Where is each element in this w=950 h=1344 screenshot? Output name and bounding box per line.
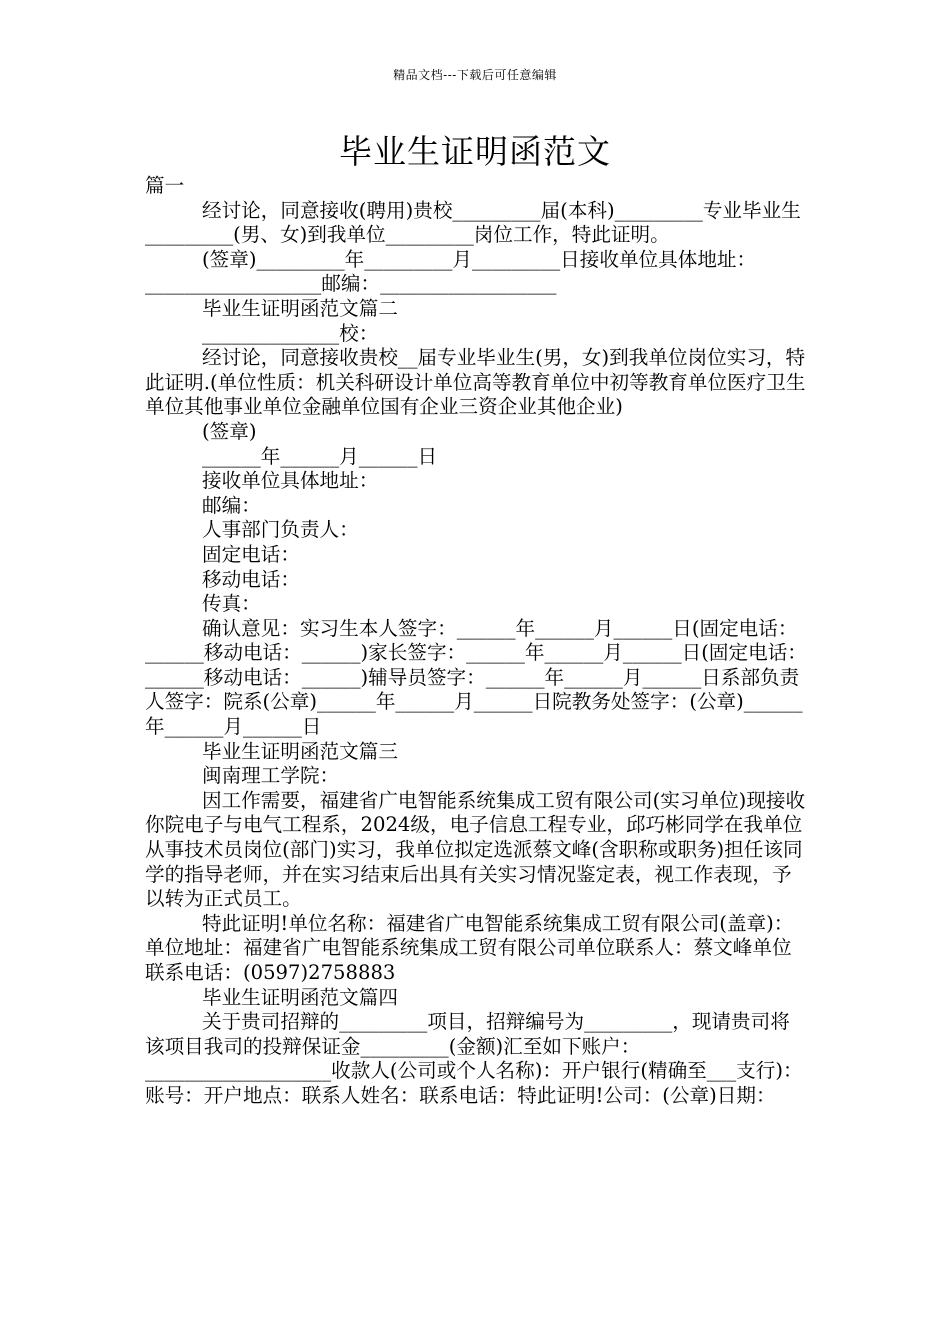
paragraph: 经讨论，同意接收贵校__届专业毕业生(男，女)到我单位岗位实习，特此证明.(单位性质：机关科研设计单位高等教育单位中初等教育单位医疗卫生单位其他事业单位金融单位国有企业三资企业其他企业) [145,346,806,419]
section-label: 篇一 [145,174,185,197]
paragraph: 确认意见：实习生本人签字：______年______月______日(固定电话：______移动电话：______)家长签字：______年______月______日(固定电话：______移动电话：______)辅导员签字：______年______月______日系部负责人签字：院系(公章)______年______月______日院教务处签字：(公章)______年______月______日 [145,616,807,739]
section-heading: 毕业生证明函范文篇三 [202,739,398,763]
paragraph: (签章)_________年_________月_________日接收单位具体地址：__________________邮编：__________________ [145,247,757,296]
phone-line: 固定电话： [202,542,300,566]
paragraph: 因工作需要，福建省广电智能系统集成工贸有限公司(实习单位)现接收你院电子与电气工程系，2024级，电子信息工程专业，邱巧彬同学在我单位从事技术员岗位(部门)实习，我单位拟定选派蔡文峰(含职称或职务)担任该同学的指导老师，并在实习结束后出具有关实习情况鉴定表，视工作表现，予以转为正式员工。 [145,788,806,911]
section-heading: 毕业生证明函范文篇二 [202,296,398,320]
section-heading: 毕业生证明函范文篇四 [202,985,398,1009]
date-line: ______年______月______日 [202,444,438,468]
mobile-line: 移动电话： [202,567,300,591]
salutation: ______________校： [202,321,379,345]
document-header-note: 精品文档---下载后可任意编辑 [393,68,557,82]
postcode-line: 邮编： [202,493,261,517]
hr-line: 人事部门负责人： [202,518,359,542]
fax-line: 传真： [202,592,261,616]
document-body [145,174,807,1109]
document-title: 毕业生证明函范文 [339,132,611,171]
paragraph: 关于贵司招辩的_________项目，招辩编号为_________，现请贵司将该项目我司的投辩保证金_________(金额)汇至如下账户：___________________收款人(公司或个人名称)：开户银行(精确至___支行)：账号：开户地点：联系人姓名：联系电话：特此证明!公司：(公章)日期： [145,1010,803,1107]
seal-line: (签章) [202,419,257,443]
paragraph: 经讨论，同意接收(聘用)贵校_________届(本科)_________专业毕业生_________(男、女)到我单位_________岗位工作，特此证明。 [145,198,801,247]
salutation: 闽南理工学院： [202,764,340,788]
paragraph: 特此证明!单位名称：福建省广电智能系统集成工贸有限公司(盖章)：单位地址：福建省广电智能系统集成工贸有限公司单位联系人：蔡文峰单位联系电话：(0597)2758883 [145,911,794,984]
address-line: 接收单位具体地址： [202,469,379,493]
